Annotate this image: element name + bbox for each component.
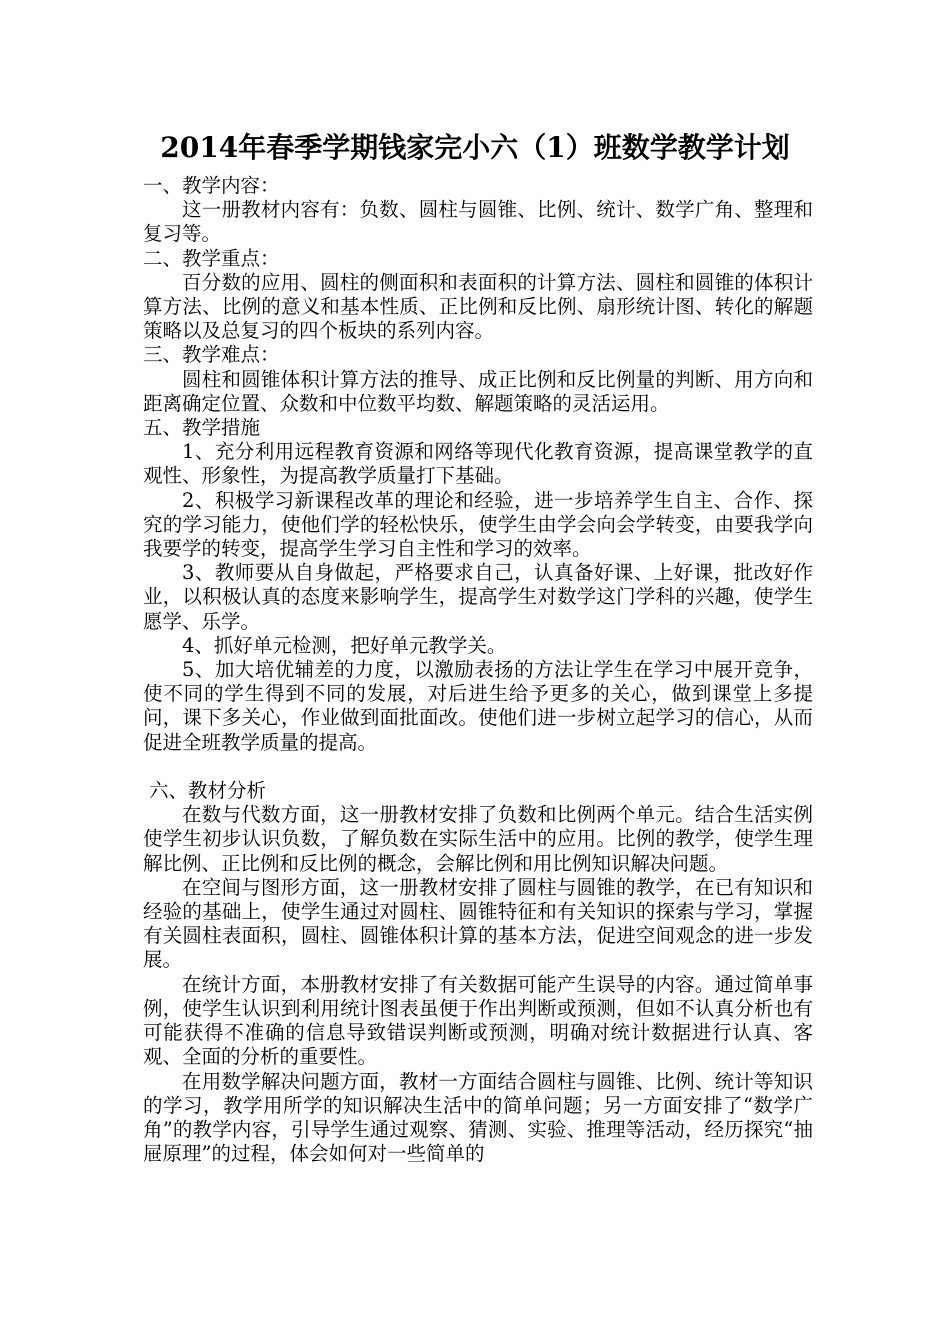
paragraph: 2、积极学习新课程改革的理论和经验，进一步培养学生自主、合作、探究的学习能力，使他们学的轻松快乐，使学生由学会向会学转变，由要我学向我要学的转变，提高学生学习自主性和学习的效率。	[143, 488, 813, 561]
blank-line	[143, 755, 813, 779]
paragraph: 5、加大培优辅差的力度，以激励表扬的方法让学生在学习中展开竞争，使不同的学生得到不同的发展，对后进生给予更多的关心，做到课堂上多提问，课下多关心，作业做到面批面改。使他们进一步树立起学习的信心，从而促进全班教学质量的提高。	[143, 658, 813, 754]
section-heading-textbook-analysis: 六、教材分析	[149, 779, 267, 803]
paragraph: 在用数学解决问题方面，教材一方面结合圆柱与圆锥、比例、统计等知识的学习，教学用所学的知识解决生活中的简单问题；另一方面安排了“数学广角”的教学内容，引导学生通过观察、猜测、实验、推理等活动，经历探究“抽屉原理”的过程，体会如何对一些简单的	[143, 1069, 813, 1166]
paragraph: 这一册教材内容有：负数、圆柱与圆锥、比例、统计、数学广角、整理和复习等。	[143, 198, 813, 246]
paragraph: 在数与代数方面，这一册教材安排了负数和比例两个单元。结合生活实例使学生初步认识负数，了解负数在实际生活中的应用。比例的教学，使学生理解比例、正比例和反比例的概念，会解比例和用比例知识解决问题。	[143, 803, 813, 875]
section-heading-difficulties: 三、教学难点：	[143, 343, 280, 367]
section-heading-measures: 五、教学措施	[143, 416, 261, 440]
document-body	[143, 174, 813, 1166]
section-heading-key-points: 二、教学重点：	[143, 246, 280, 270]
paragraph: 在统计方面，本册教材安排了有关数据可能产生误导的内容。通过简单事例，使学生认识到利用统计图表虽便于作出判断或预测，但如不认真分析也有可能获得不准确的信息导致错误判断或预测，明确对统计数据进行认真、客观、全面的分析的重要性。	[143, 972, 813, 1069]
paragraph: 3、教师要从自身做起，严格要求自己，认真备好课、上好课，批改好作业，以积极认真的态度来影响学生，提高学生对数学这门学科的兴趣，使学生愿学、乐学。	[143, 561, 813, 633]
document-title: 2014年春季学期钱家完小六（1）班数学教学计划	[160, 131, 790, 164]
paragraph: 1、充分利用远程教育资源和网络等现代化教育资源，提高课堂教学的直观性、形象性，为提高教学质量打下基础。	[143, 440, 813, 488]
paragraph: 圆柱和圆锥体积计算方法的推导、成正比例和反比例量的判断、用方向和距离确定位置、众数和中位数平均数、解题策略的灵活运用。	[143, 367, 813, 415]
paragraph: 4、抓好单元检测，把好单元教学关。	[182, 633, 507, 657]
paragraph: 在空间与图形方面，这一册教材安排了圆柱与圆锥的教学，在已有知识和经验的基础上，使学生通过对圆柱、圆锥特征和有关知识的探索与学习，掌握有关圆柱表面积，圆柱、圆锥体积计算的基本方法，促进空间观念的进一步发展。	[143, 875, 813, 972]
paragraph: 百分数的应用、圆柱的侧面积和表面积的计算方法、圆柱和圆锥的体积计算方法、比例的意义和基本性质、正比例和反比例、扇形统计图、转化的解题策略以及总复习的四个板块的系列内容。	[143, 270, 813, 343]
section-heading-content: 一、教学内容：	[143, 174, 280, 197]
